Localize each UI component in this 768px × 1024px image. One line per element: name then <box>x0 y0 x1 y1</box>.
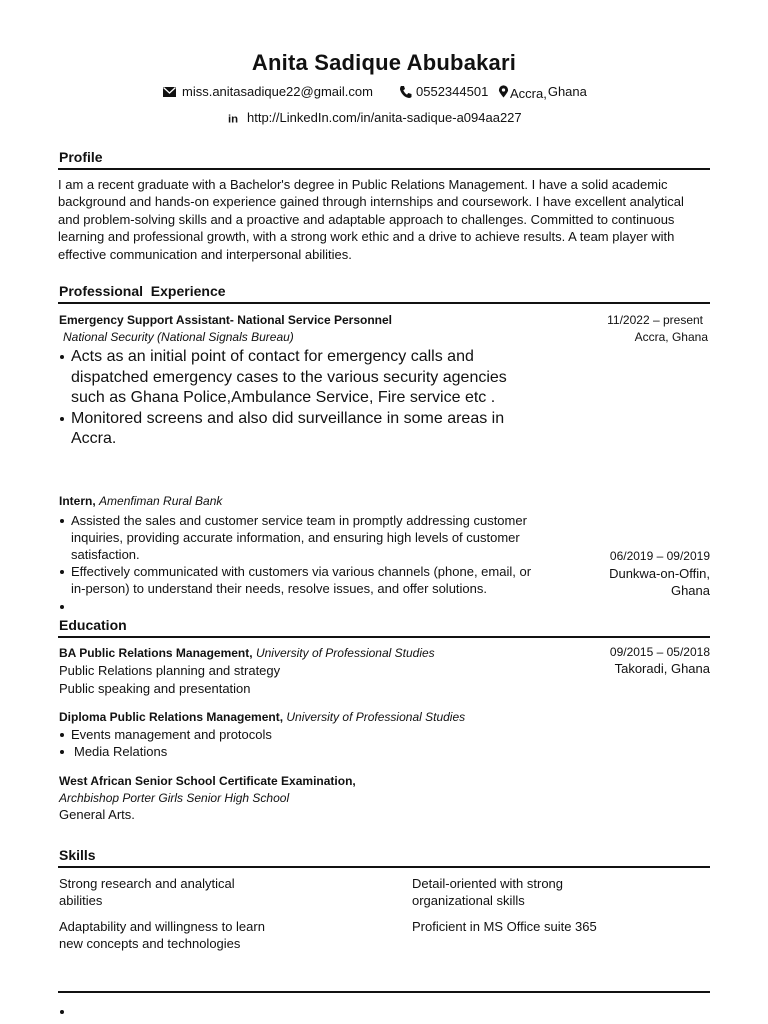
bullet-line: Monitored screens and also did surveillance in some areas in <box>71 409 505 427</box>
edu1-details <box>59 662 280 697</box>
edu1-degree: BA Public Relations Management, <box>59 646 253 660</box>
location-pin-icon <box>498 85 509 99</box>
skill-line: Strong research and analytical <box>59 876 235 891</box>
edu3-detail: General Arts. <box>59 807 135 822</box>
edu2-bullets <box>58 726 458 760</box>
profile-line: effective communication and interpersonal abilities. <box>58 246 352 262</box>
edu1-header <box>59 645 435 662</box>
bullet-line: dispatched emergency cases to the various security agencies <box>71 368 507 386</box>
list-item: Media Relations <box>58 743 458 760</box>
contact-email[interactable] <box>162 84 373 99</box>
job2-location-line: Ghana <box>670 583 710 598</box>
contact-phone[interactable] <box>398 84 488 99</box>
list-item <box>58 347 558 409</box>
skill-item <box>412 918 597 935</box>
bullet-line: in-person) to understand their needs, resolve issues, and offer solutions. <box>71 581 487 596</box>
edu2-header <box>59 709 465 726</box>
skill-line: Proficient in MS Office suite 365 <box>412 919 597 934</box>
skill-line: new concepts and technologies <box>59 936 241 951</box>
edu3-school: Archbishop Porter Girls Senior High School <box>59 791 290 805</box>
edu1-school: University of Professional Studies <box>255 646 435 660</box>
job2-location-line: Dunkwa-on-Offin, <box>609 566 710 581</box>
experience-divider <box>58 302 710 304</box>
profile-line: background and hands-on experience gained through internships and coursework. I have excellent analytical <box>58 194 684 210</box>
phone-text: 0552344501 <box>416 84 489 99</box>
skill-line: Adaptability and willingness to learn <box>59 919 265 934</box>
location-country: Ghana <box>547 84 587 99</box>
list-item <box>58 409 558 450</box>
skill-item <box>59 875 235 909</box>
edu2-degree: Diploma Public Relations Management, <box>59 710 284 724</box>
experience-heading: Professional Experience <box>59 283 226 299</box>
edu3-degree: West African Senior School Certificate Examination, <box>59 774 356 788</box>
empty-bullet <box>60 1010 64 1014</box>
email-text: miss.anitasadique22@gmail.com <box>182 84 373 99</box>
contact-location <box>498 84 587 99</box>
email-icon <box>162 85 178 99</box>
contact-linkedin[interactable] <box>228 110 522 125</box>
profile-line: I am a recent graduate with a Bachelor's degree in Public Relations Management. I have a solid academic <box>58 177 668 192</box>
skills-divider <box>58 866 710 868</box>
skill-item <box>412 875 563 909</box>
list-item: Events management and protocols <box>58 726 458 743</box>
bullet-line: Accra. <box>71 430 117 447</box>
bullet-line: Effectively communicated with customers via various channels (phone, email, or <box>71 564 532 579</box>
profile-line: and problem-solving skills and a proactive and adaptable approach to challenges. Committed to continuous <box>58 211 675 227</box>
education-divider <box>58 636 710 638</box>
bullet-line: such as Ghana Police,Ambulance Service, Fire service etc . <box>71 389 496 406</box>
bullet-line: satisfaction. <box>71 547 140 562</box>
job1-bullets <box>58 347 558 450</box>
edu1-line: Public Relations planning and strategy <box>59 663 281 678</box>
job2-title: Intern, <box>59 494 96 508</box>
edu2-school: University of Professional Studies <box>286 710 466 724</box>
bullet-line: Acts as an initial point of contact for emergency calls and <box>71 348 474 365</box>
profile-divider <box>58 168 710 170</box>
job2-dates: 06/2019 – 09/2019 <box>609 549 710 563</box>
job2-header <box>59 493 222 510</box>
edu1-dates: 09/2015 – 05/2018 <box>609 645 710 659</box>
skill-line: organizational skills <box>412 893 525 908</box>
empty-bullet <box>60 605 64 609</box>
list-item <box>58 512 558 563</box>
job1-organization: National Security (National Signals Bureau) <box>63 330 294 344</box>
job2-organization: Amenfiman Rural Bank <box>99 494 223 508</box>
job2-bullets <box>58 512 558 597</box>
skill-line: Detail-oriented with strong <box>412 876 564 891</box>
footer-divider <box>58 991 710 993</box>
job2-location <box>609 565 710 599</box>
job1-title: Emergency Support Assistant- National Service Personnel <box>59 313 392 327</box>
location-city: Accra, <box>510 86 547 101</box>
profile-summary <box>58 176 718 263</box>
edu1-line: Public speaking and presentation <box>59 680 251 696</box>
linkedin-url: http://LinkedIn.com/in/anita-sadique-a094aa227 <box>247 110 522 125</box>
skill-item <box>59 918 265 952</box>
bullet-line: inquiries, providing accurate information, and ensuring high levels of customer <box>71 530 520 545</box>
edu1-location: Takoradi, Ghana <box>614 661 710 676</box>
skills-heading: Skills <box>59 847 96 863</box>
skill-line: abilities <box>59 893 103 908</box>
profile-line: learning and professional growth, with a strong work ethic and a drive to achieve results. A team player with <box>58 229 675 245</box>
candidate-name: Anita Sadique Abubakari <box>251 50 517 75</box>
profile-heading: Profile <box>59 149 103 165</box>
job1-dates: 11/2022 – present <box>607 313 703 327</box>
job1-location: Accra, Ghana <box>634 330 708 344</box>
bullet-line: Assisted the sales and customer service team in promptly addressing customer <box>71 513 527 528</box>
education-heading: Education <box>59 617 127 633</box>
linkedin-icon <box>228 111 242 125</box>
phone-icon <box>398 85 414 99</box>
list-item <box>58 563 558 597</box>
svg-text:in: in <box>228 112 239 125</box>
